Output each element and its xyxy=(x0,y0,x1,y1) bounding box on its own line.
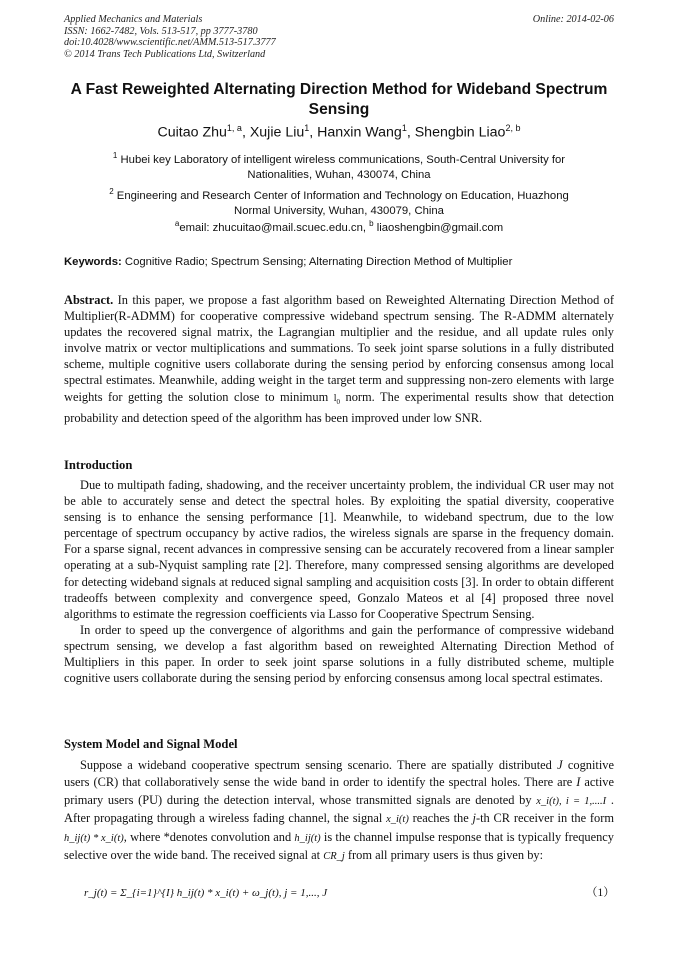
norm-symbol: $l_0$ xyxy=(333,392,341,406)
section-heading-system-model: System Model and Signal Model xyxy=(64,737,238,751)
author-list: Cuitao Zhu$^{1, a}$, Xujie Liu$^1$, Hanxin Wang$^1$, Shengbin Liao$^{2, b}$ xyxy=(157,123,521,141)
paper-title xyxy=(50,80,628,119)
system-model-body xyxy=(64,757,614,865)
title-line-1: A Fast Reweighted Alternating Direction Method for Wideband Spectrum xyxy=(70,81,608,98)
journal-name: Applied Mechanics and Materials xyxy=(64,14,203,25)
keywords xyxy=(64,256,512,268)
issn-line: ISSN: 1662-7482, Vols. 513-517, pp 3777-3780 xyxy=(64,25,258,37)
affiliation-line: Hubei key Laboratory of intelligent wireless communications, South-Central University for xyxy=(120,153,566,166)
author-name: Cuitao Zhu xyxy=(157,124,227,141)
email-line xyxy=(70,219,608,234)
paragraph: In order to speed up the convergence of algorithms and gain the performance of compressive wideband spectrum sensing, we develop a fast algorithm based on reweighted Alternating Direction Method of Multipliers in this paper. In order to seek joint sparse solutions in a fully distributed scheme, multiple cognitive users collaborate during the sensing period by enforcing consensus among local spectral estimates. xyxy=(64,622,614,686)
affiliation-1 xyxy=(70,148,608,184)
paragraph: Due to multipath fading, shadowing, and the receiver uncertainty problem, the individual CR user may not be able to accurately sense and detect the spectral holes. By exploiting the spatial diversity, cooperative sensing is to enhance the sensing performance [1]. Meanwhile, to wideband spectrum, due to the low percentage of spectrum occupancy by active radios, the wireless signals are sparse in the frequency domain. For a sparse signal, recent advances in compressive sensing can be accurately recovered from a linear sampler operating at a sub-Nyquist sampling rate [2]. Therefore, many compressed sensing algorithms are developed for detecting wideband signals at reduced signal sampling and acquisition costs [3]. In order to obtain different tradeoffs between complexity and convergence speed, Gonzalo Mateos et al [4] proposed three novel algorithms to estimate the regression coefficients via Lasso for Cooperative Spectrum Sensing. xyxy=(64,478,614,621)
abstract-label: Abstract. xyxy=(64,293,114,307)
affiliation-sup: 1 xyxy=(112,151,118,160)
affiliation-line: Nationalities, Wuhan, 430074, China xyxy=(247,169,431,182)
introduction-body xyxy=(64,477,614,686)
math-inline: x_i(t) xyxy=(386,814,409,826)
copyright-line: © 2014 Trans Tech Publications Ltd, Switzerland xyxy=(64,48,266,60)
author-sup: 1 xyxy=(304,123,310,133)
author-sup: 2, b xyxy=(505,123,521,133)
equation-1: r_j(t) = Σ_{i=1}^{I} h_ij(t) * x_i(t) + ω_j(t), j = 1,..., J xyxy=(84,887,328,899)
math-inline: h_ij(t) xyxy=(294,832,321,844)
paragraph: Suppose a wideband cooperative spectrum sensing scenario. There are spatially distributed J cognitive users (CR) that collaboratively sense the wide band in order to identify the spectral holes. There are I active primary users (PU) during the detection interval, whose transmitted signals are denoted by x_i(t), i = 1,....I . After propagating through a wireless fading channel, the signal x_i(t) reaches the j-th CR receiver in the form h_ij(t) * x_i(t), where *denotes convolution and h_ij(t) is the channel impulse response that is typically frequency selective over the wide band. The received signal at CR_j from all primary users is thus given by: xyxy=(64,758,615,863)
journal-header xyxy=(64,14,276,60)
email-b: liaoshengbin@gmail.com xyxy=(376,221,504,234)
author-name: Xujie Liu xyxy=(249,124,305,141)
author-sup: 1 xyxy=(401,123,407,133)
email-sup-b: b xyxy=(369,219,374,228)
abstract-text: In this paper, we propose a fast algorithm based on Reweighted Alternating Direction Method of Multiplier(R-ADMM) for cooperative compressive wideband spectrum sensing. The R-ADMM alternately updates the recovered signal matrix, the Lagrangian multiplier and the residue, and all update rules only involve matrix or vector multiplications and summations. To seek joint sparse solutions in a fully distributed scheme, multiple cognitive users collaborate during the sensing period by enforcing consensus among local spectral estimates. Meanwhile, adding weight in the target term and suppressing non-zero elements with large weights for getting the solution close to minimum xyxy=(64,293,614,404)
section-heading-introduction: Introduction xyxy=(64,458,133,472)
keywords-text: Cognitive Radio; Spectrum Sensing; Alternating Direction Method of Multiplier xyxy=(124,256,513,268)
keywords-label: Keywords: xyxy=(64,256,122,268)
online-date: Online: 2014-02-06 xyxy=(532,14,614,25)
title-line-2: Sensing xyxy=(308,100,370,118)
email-sup-a: a xyxy=(174,219,180,228)
affiliation-2 xyxy=(70,184,608,220)
math-inline: CR_j xyxy=(323,851,345,863)
affiliation-sup: 2 xyxy=(109,187,114,196)
abstract-text: norm. The experimental results show that detection probability and detection speed of the algorithm has been improved under low SNR. xyxy=(64,389,614,425)
affiliation-line: Normal University, Wuhan, 430079, China xyxy=(234,205,444,218)
doi-line: doi:10.4028/www.scientific.net/AMM.513-517.3777 xyxy=(64,37,276,49)
affiliation-line: Engineering and Research Center of Information and Technology on Education, Huazhong xyxy=(116,189,569,202)
author-name: Shengbin Liao xyxy=(414,124,506,141)
equation-number: （1） xyxy=(586,887,615,899)
author-sup: 1, a xyxy=(226,123,242,133)
math-inline: h_ij(t) * x_i(t) xyxy=(64,832,124,844)
email-a: email: zhucuitao@mail.scuec.edu.cn, xyxy=(179,221,366,234)
math-inline: x_i(t), i = 1,....I xyxy=(536,795,607,807)
abstract xyxy=(64,292,614,426)
author-name: Hanxin Wang xyxy=(317,124,402,141)
